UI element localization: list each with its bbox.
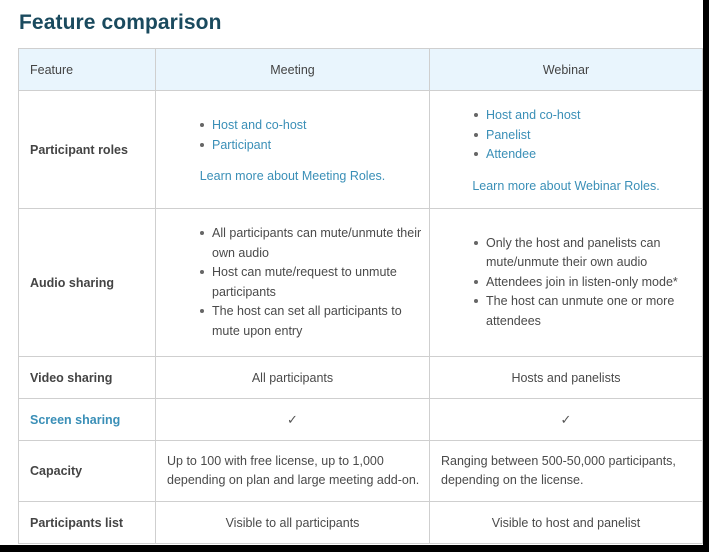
list-item: Attendees join in listen-only mode*: [476, 273, 702, 293]
meeting-audio-list: [156, 224, 429, 341]
table-header-row: [19, 49, 703, 91]
webinar-cell: Hosts and panelists: [430, 357, 703, 399]
list-item: The host can set all participants to mute upon entry: [202, 302, 429, 341]
check-icon: ✓: [156, 399, 430, 441]
header-webinar: Webinar: [430, 49, 703, 91]
table-row-capacity: [19, 441, 703, 502]
table-row-video-sharing: [19, 357, 703, 399]
meeting-cell: All participants: [156, 357, 430, 399]
header-meeting: Meeting: [156, 49, 430, 91]
meeting-roles-list: [156, 116, 429, 155]
table-row-participant-roles: [19, 91, 703, 209]
meeting-cell: Up to 100 with free license, up to 1,000 depending on plan and large meeting add-on.: [156, 441, 430, 502]
list-item[interactable]: Attendee: [476, 145, 702, 165]
list-item[interactable]: Participant: [202, 136, 429, 156]
list-item[interactable]: Host and co-host: [202, 116, 429, 136]
table-row-audio-sharing: [19, 209, 703, 357]
feature-label: Capacity: [19, 441, 156, 502]
webinar-roles-link[interactable]: Learn more about Webinar Roles.: [472, 178, 660, 193]
list-item: All participants can mute/unmute their own audio: [202, 224, 429, 263]
meeting-cell: Visible to all participants: [156, 502, 430, 544]
feature-comparison-table: [18, 48, 703, 544]
check-icon: ✓: [430, 399, 703, 441]
webinar-roles-list: [430, 106, 702, 165]
list-item[interactable]: Panelist: [476, 126, 702, 146]
webinar-audio-list: [430, 234, 702, 332]
table-row-screen-sharing: [19, 399, 703, 441]
header-feature: Feature: [19, 49, 156, 91]
webinar-cell: Ranging between 500-50,000 participants, depending on the license.: [430, 441, 703, 502]
list-item[interactable]: Host and co-host: [476, 106, 702, 126]
webinar-cell: [430, 91, 703, 209]
meeting-cell: [156, 91, 430, 209]
meeting-cell: [156, 209, 430, 357]
feature-label: Audio sharing: [19, 209, 156, 357]
feature-label: Video sharing: [19, 357, 156, 399]
table-row-participants-list: [19, 502, 703, 544]
feature-label: Participants list: [19, 502, 156, 544]
list-item: Only the host and panelists can mute/unmute their own audio: [476, 234, 702, 273]
meeting-roles-link[interactable]: Learn more about Meeting Roles.: [199, 169, 386, 183]
list-item: The host can unmute one or more attendees: [476, 292, 702, 331]
feature-label: Participant roles: [19, 91, 156, 209]
webinar-cell: [430, 209, 703, 357]
page-title: Feature comparison: [19, 11, 222, 34]
feature-label-link[interactable]: Screen sharing: [19, 399, 156, 441]
webinar-cell: Visible to host and panelist: [430, 502, 703, 544]
list-item: Host can mute/request to unmute participants: [202, 263, 429, 302]
